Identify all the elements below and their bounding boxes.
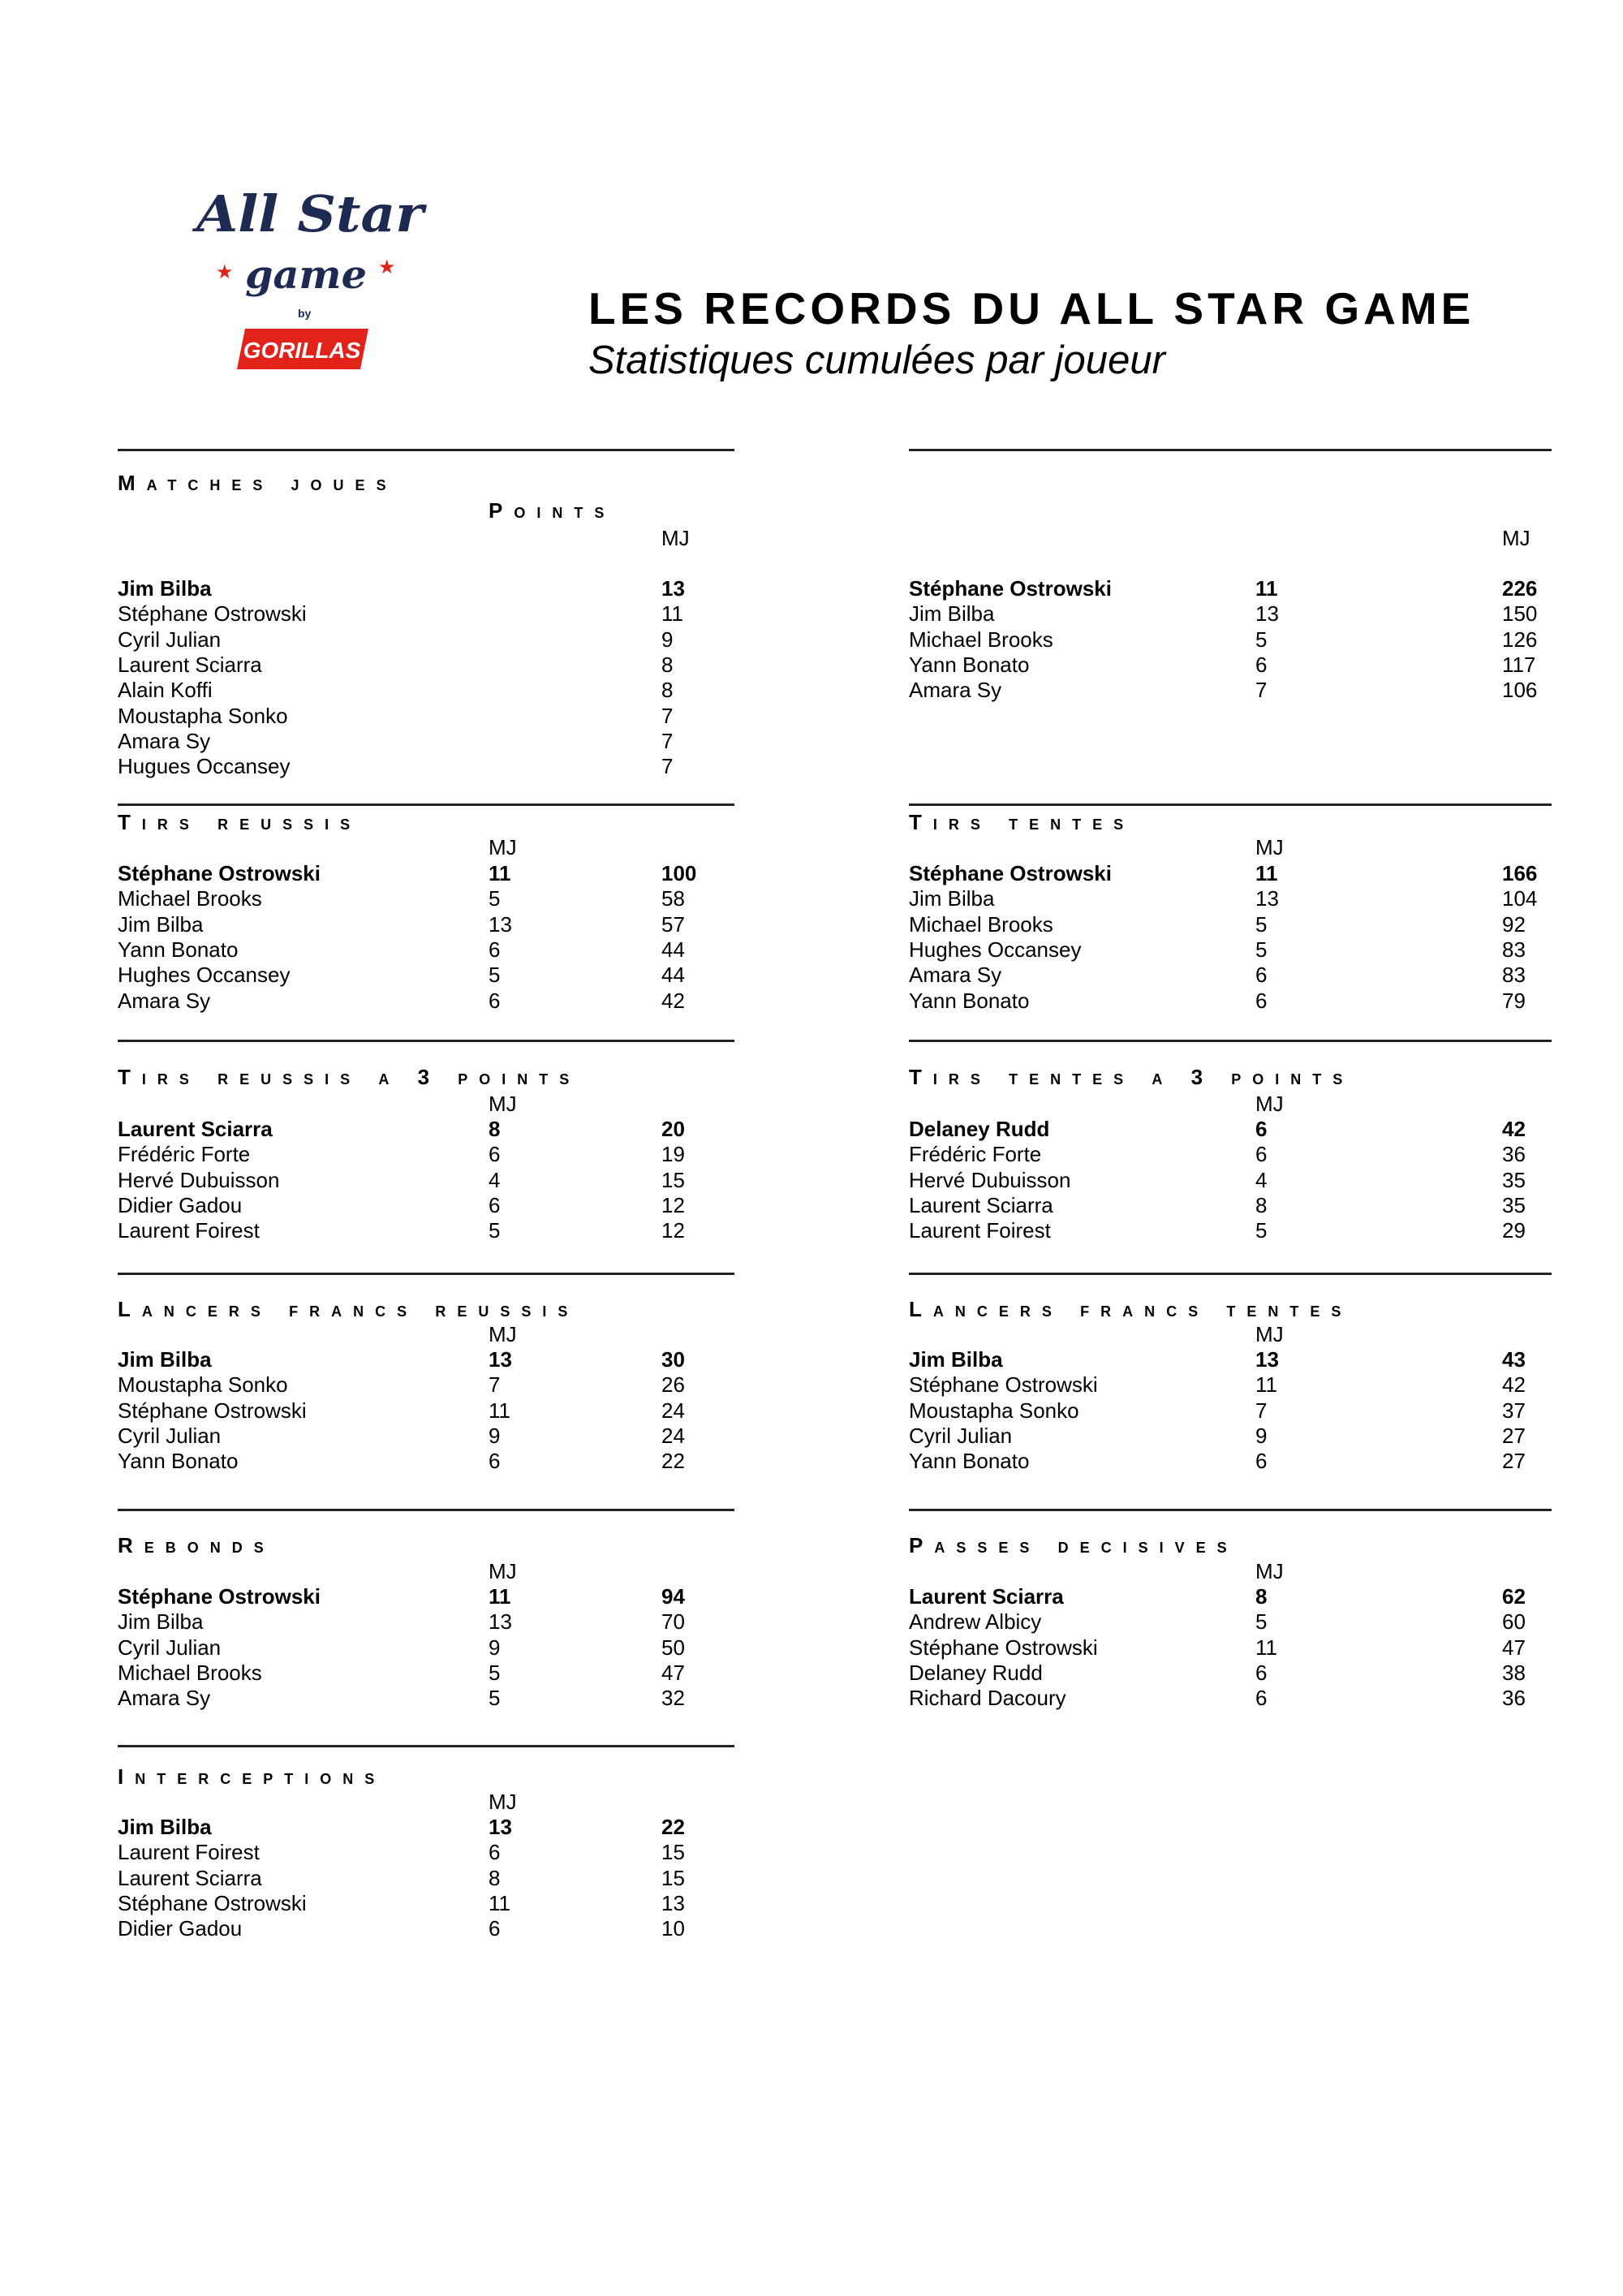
- mj-column-header: MJ: [1255, 1322, 1284, 1346]
- matches-played: 13: [1255, 886, 1279, 911]
- mj-column-header: MJ: [1502, 526, 1530, 550]
- star-icon: ★: [378, 256, 396, 278]
- record-value: 92: [1502, 911, 1526, 937]
- matches-played: 4: [1255, 1167, 1268, 1192]
- matches-played: 11: [1255, 576, 1278, 601]
- player-name: Hughes Occansey: [909, 937, 1082, 962]
- record-value: 42: [1502, 1117, 1526, 1141]
- matches-played: 11: [489, 1890, 510, 1915]
- player-name: Amara Sy: [118, 728, 211, 753]
- logo-line2: game: [245, 252, 367, 298]
- matches-played: 8: [489, 1865, 501, 1890]
- player-name: Stéphane Ostrowski: [909, 1635, 1098, 1660]
- player-name: Michael Brooks: [909, 911, 1053, 937]
- record-value: 104: [1502, 886, 1538, 911]
- player-name: Didier Gadou: [118, 1192, 243, 1217]
- player-name: Stéphane Ostrowski: [118, 861, 321, 885]
- record-value: 35: [1502, 1167, 1526, 1192]
- matches-played: 6: [1255, 1686, 1268, 1711]
- matches-played: 13: [489, 1347, 512, 1372]
- player-name: Amara Sy: [118, 988, 211, 1013]
- matches-played: 9: [489, 1423, 501, 1448]
- matches-played: 7: [1255, 678, 1268, 703]
- record-value: 37: [1502, 1398, 1526, 1423]
- player-name: Stéphane Ostrowski: [909, 576, 1112, 601]
- matches-played: 6: [1255, 988, 1268, 1013]
- player-name: Jim Bilba: [118, 1815, 212, 1839]
- record-value: 83: [1502, 963, 1526, 988]
- player-name: Laurent Foirest: [909, 1218, 1051, 1243]
- record-value: 83: [1502, 937, 1526, 962]
- matches-played: 5: [489, 1660, 501, 1685]
- player-name: Yann Bonato: [909, 988, 1030, 1013]
- record-value: 94: [661, 1584, 685, 1609]
- divider: [118, 1509, 734, 1511]
- matches-played: 6: [489, 1916, 501, 1941]
- section-title: Matches joues: [118, 471, 398, 495]
- record-value: 35: [1502, 1192, 1526, 1217]
- matches-played: 8: [661, 678, 674, 703]
- matches-played: 4: [489, 1167, 501, 1192]
- matches-played: 5: [1255, 1218, 1268, 1243]
- player-name: Andrew Albicy: [909, 1609, 1042, 1635]
- record-value: 13: [661, 1890, 685, 1915]
- matches-played: 6: [489, 1449, 501, 1474]
- record-value: 150: [1502, 601, 1538, 627]
- matches-played: 7: [661, 728, 674, 753]
- player-name: Cyril Julian: [118, 1423, 222, 1448]
- record-value: 26: [661, 1372, 685, 1398]
- matches-played: 11: [489, 861, 511, 885]
- player-name: Delaney Rudd: [909, 1117, 1050, 1141]
- record-value: 58: [661, 886, 685, 911]
- matches-played: 9: [489, 1635, 501, 1660]
- mj-column-header: MJ: [1255, 1092, 1284, 1116]
- record-value: 44: [661, 963, 685, 988]
- player-name: Jim Bilba: [909, 1347, 1003, 1372]
- matches-played: 5: [1255, 627, 1268, 652]
- section-title: Lancers francs reussis: [118, 1297, 579, 1321]
- record-value: 47: [1502, 1635, 1526, 1660]
- player-name: Michael Brooks: [118, 1660, 262, 1685]
- player-name: Stéphane Ostrowski: [118, 601, 307, 627]
- matches-played: 6: [1255, 963, 1268, 988]
- matches-played: 13: [489, 911, 512, 937]
- record-value: 15: [661, 1865, 685, 1890]
- section-title: Tirs reussis a 3 points: [118, 1065, 581, 1089]
- player-name: Hughes Occansey: [118, 963, 291, 988]
- record-value: 22: [661, 1815, 685, 1839]
- player-name: Didier Gadou: [118, 1916, 243, 1941]
- matches-played: 6: [1255, 1142, 1268, 1167]
- record-value: 79: [1502, 988, 1526, 1013]
- player-name: Moustapha Sonko: [909, 1398, 1079, 1423]
- player-name: Jim Bilba: [118, 576, 212, 601]
- record-value: 38: [1502, 1660, 1526, 1685]
- player-name: Laurent Sciarra: [909, 1584, 1064, 1609]
- player-name: Yann Bonato: [118, 937, 239, 962]
- player-name: Alain Koffi: [118, 678, 213, 703]
- matches-played: 9: [1255, 1423, 1268, 1448]
- record-value: 100: [661, 861, 697, 885]
- section-title: Tirs reussis: [118, 810, 362, 834]
- record-value: 32: [661, 1686, 685, 1711]
- divider: [118, 803, 734, 806]
- matches-played: 11: [489, 1584, 511, 1609]
- matches-played: 11: [489, 1398, 510, 1423]
- record-value: 29: [1502, 1218, 1526, 1243]
- divider: [909, 1273, 1552, 1275]
- player-name: Hervé Dubuisson: [909, 1167, 1071, 1192]
- matches-played: 7: [489, 1372, 501, 1398]
- matches-played: 6: [489, 1142, 501, 1167]
- matches-played: 6: [1255, 1117, 1268, 1141]
- divider: [909, 803, 1552, 806]
- mj-column-header: MJ: [489, 1092, 517, 1116]
- matches-played: 6: [489, 937, 501, 962]
- record-value: 12: [661, 1218, 685, 1243]
- player-name: Yann Bonato: [909, 652, 1030, 677]
- divider: [118, 1745, 734, 1747]
- player-name: Jim Bilba: [909, 601, 995, 627]
- matches-played: 11: [1255, 1635, 1277, 1660]
- matches-played: 13: [1255, 601, 1279, 627]
- player-name: Moustapha Sonko: [118, 1372, 288, 1398]
- matches-played: 11: [1255, 861, 1278, 885]
- record-value: 30: [661, 1347, 685, 1372]
- section-title: Lancers francs tentes: [909, 1297, 1353, 1321]
- divider: [909, 1040, 1552, 1042]
- matches-played: 5: [489, 1686, 501, 1711]
- record-value: 117: [1502, 652, 1536, 677]
- matches-played: 5: [1255, 911, 1268, 937]
- record-value: 42: [661, 988, 685, 1013]
- divider: [118, 1273, 734, 1275]
- matches-played: 7: [661, 703, 674, 728]
- matches-played: 6: [1255, 1660, 1268, 1685]
- star-icon: ★: [216, 261, 234, 283]
- record-value: 70: [661, 1609, 685, 1635]
- all-star-game-logo: [180, 174, 440, 377]
- mj-column-header: MJ: [489, 1322, 517, 1346]
- matches-played: 13: [661, 576, 685, 601]
- record-value: 27: [1502, 1423, 1526, 1448]
- section-title: Tirs tentes: [909, 810, 1135, 834]
- record-value: 60: [1502, 1609, 1526, 1635]
- record-value: 42: [1502, 1372, 1526, 1398]
- matches-played: 13: [489, 1609, 512, 1635]
- record-value: 19: [661, 1142, 685, 1167]
- mj-column-header: MJ: [1255, 1559, 1284, 1583]
- section-title: Interceptions: [118, 1764, 386, 1789]
- section-title: Rebonds: [118, 1533, 275, 1557]
- player-name: Amara Sy: [118, 1686, 211, 1711]
- record-value: 15: [661, 1840, 685, 1865]
- player-name: Yann Bonato: [118, 1449, 239, 1474]
- page-subtitle: Statistiques cumulées par joueur: [588, 338, 1165, 382]
- player-name: Amara Sy: [909, 678, 1002, 703]
- divider: [909, 1509, 1552, 1511]
- player-name: Cyril Julian: [118, 1635, 222, 1660]
- matches-played: 6: [489, 1192, 501, 1217]
- player-name: Cyril Julian: [118, 627, 222, 652]
- matches-played: 6: [1255, 1449, 1268, 1474]
- matches-played: 9: [661, 627, 674, 652]
- record-value: 27: [1502, 1449, 1526, 1474]
- mj-column-header: MJ: [661, 526, 690, 550]
- mj-column-header: MJ: [489, 1559, 517, 1583]
- matches-played: 5: [1255, 937, 1268, 962]
- matches-played: 11: [661, 601, 683, 627]
- divider: [909, 449, 1552, 451]
- player-name: Stéphane Ostrowski: [909, 1372, 1098, 1398]
- player-name: Hugues Occansey: [118, 754, 291, 779]
- matches-played: 8: [661, 652, 674, 677]
- section-title-points: Points: [489, 498, 616, 523]
- mj-column-header: MJ: [489, 835, 517, 859]
- record-value: 62: [1502, 1584, 1526, 1609]
- matches-played: 5: [489, 1218, 501, 1243]
- matches-played: 7: [1255, 1398, 1268, 1423]
- player-name: Frédéric Forte: [909, 1142, 1042, 1167]
- matches-played: 6: [489, 1840, 501, 1865]
- section-title: Tirs tentes a 3 points: [909, 1065, 1354, 1089]
- record-value: 47: [661, 1660, 685, 1685]
- player-name: Michael Brooks: [118, 886, 262, 911]
- matches-played: 13: [489, 1815, 512, 1839]
- player-name: Jim Bilba: [118, 1347, 212, 1372]
- player-name: Michael Brooks: [909, 627, 1053, 652]
- matches-played: 5: [489, 886, 501, 911]
- matches-played: 8: [489, 1117, 501, 1141]
- player-name: Jim Bilba: [118, 911, 204, 937]
- player-name: Laurent Sciarra: [118, 1117, 273, 1141]
- record-value: 24: [661, 1423, 685, 1448]
- record-value: 36: [1502, 1686, 1526, 1711]
- matches-played: 6: [489, 988, 501, 1013]
- record-value: 12: [661, 1192, 685, 1217]
- logo-line1: All Star: [192, 184, 428, 243]
- matches-played: 8: [1255, 1192, 1268, 1217]
- record-value: 36: [1502, 1142, 1526, 1167]
- matches-played: 13: [1255, 1347, 1279, 1372]
- matches-played: 5: [1255, 1609, 1268, 1635]
- logo-by: by: [298, 307, 312, 320]
- player-name: Laurent Sciarra: [118, 1865, 262, 1890]
- player-name: Jim Bilba: [118, 1609, 204, 1635]
- record-value: 226: [1502, 576, 1538, 601]
- player-name: Laurent Foirest: [118, 1218, 260, 1243]
- logo-brand: GORILLAS: [243, 338, 361, 363]
- record-value: 50: [661, 1635, 685, 1660]
- player-name: Cyril Julian: [909, 1423, 1013, 1448]
- record-value: 20: [661, 1117, 685, 1141]
- divider: [118, 1040, 734, 1042]
- record-value: 44: [661, 937, 685, 962]
- player-name: Stéphane Ostrowski: [118, 1584, 321, 1609]
- player-name: Stéphane Ostrowski: [118, 1398, 307, 1423]
- record-value: 22: [661, 1449, 685, 1474]
- record-value: 10: [661, 1916, 685, 1941]
- player-name: Moustapha Sonko: [118, 703, 288, 728]
- record-value: 126: [1502, 627, 1538, 652]
- mj-column-header: MJ: [1255, 835, 1284, 859]
- mj-column-header: MJ: [489, 1790, 517, 1814]
- player-name: Amara Sy: [909, 963, 1002, 988]
- player-name: Laurent Sciarra: [909, 1192, 1053, 1217]
- record-value: 166: [1502, 861, 1538, 885]
- player-name: Jim Bilba: [909, 886, 995, 911]
- matches-played: 5: [489, 963, 501, 988]
- record-value: 106: [1502, 678, 1538, 703]
- player-name: Stéphane Ostrowski: [909, 861, 1112, 885]
- player-name: Frédéric Forte: [118, 1142, 251, 1167]
- matches-played: 8: [1255, 1584, 1268, 1609]
- record-value: 15: [661, 1167, 685, 1192]
- player-name: Hervé Dubuisson: [118, 1167, 280, 1192]
- matches-played: 11: [1255, 1372, 1277, 1398]
- player-name: Laurent Sciarra: [118, 652, 262, 677]
- section-title: Passes decisives: [909, 1533, 1238, 1557]
- record-value: 43: [1502, 1347, 1526, 1372]
- matches-played: 6: [1255, 652, 1268, 677]
- matches-played: 7: [661, 754, 674, 779]
- player-name: Richard Dacoury: [909, 1686, 1066, 1711]
- player-name: Yann Bonato: [909, 1449, 1030, 1474]
- divider: [118, 449, 734, 451]
- record-value: 57: [661, 911, 685, 937]
- page-title: LES RECORDS DU ALL STAR GAME: [588, 283, 1475, 334]
- player-name: Delaney Rudd: [909, 1660, 1043, 1685]
- player-name: Stéphane Ostrowski: [118, 1890, 307, 1915]
- player-name: Laurent Foirest: [118, 1840, 260, 1865]
- record-value: 24: [661, 1398, 685, 1423]
